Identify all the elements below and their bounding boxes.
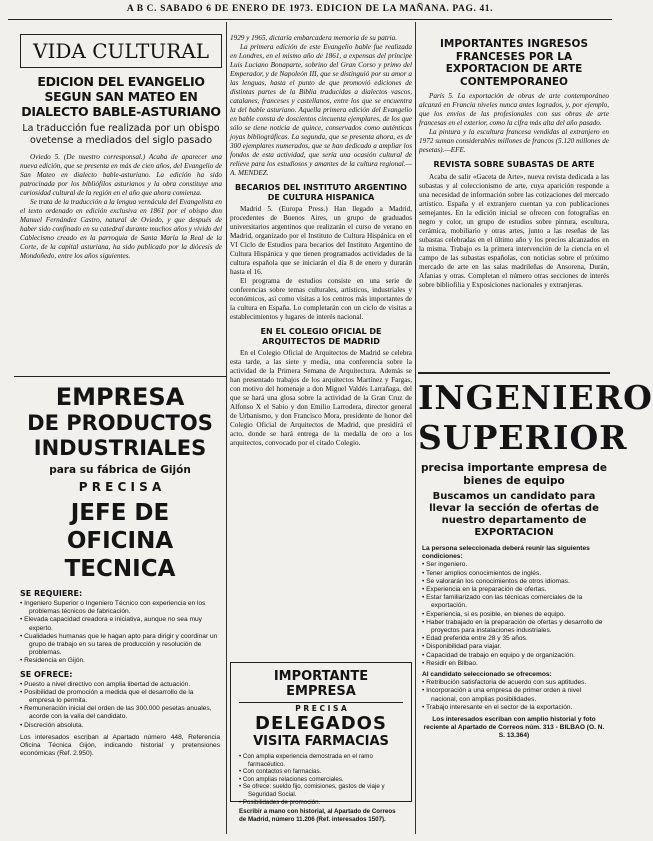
ad-title-line: SUPERIOR <box>418 418 628 457</box>
list-item: • Se valorarán los conocimientos de otros idiomas. <box>422 577 570 585</box>
list-item: • Elevada capacidad creadora e iniciativa, aunque no sea muy experto. <box>20 616 202 632</box>
job-ad-ingeniero-superior <box>418 372 653 824</box>
ad-offers-label: SE OFRECE: <box>20 669 73 679</box>
ad-title-line: INDUSTRIALES <box>33 436 207 460</box>
list-item: • Remuneración inicial del orden de las 300.000 pesetas anuales, acorde con la valía del candidato. <box>20 705 212 721</box>
ad-footer: Los interesados escriban al Apartado número 448, Referencia Oficina Técnica Gijón, indicando historial y pretensiones económicas (Ref. 2.950). <box>20 733 220 758</box>
column-one-article <box>20 34 222 370</box>
article-paragraph: París 5. La exportación de obras de arte contemporáneo alcanzó en Francia niveles nunca antes logrados, y, por ejemplo, que los envíos de las profesionales con sus obras de arte francesas en el exterior, como la cifra más alta del año pasado. <box>419 92 609 127</box>
ad-requirements-list <box>422 561 606 668</box>
ad-location-line: para su fábrica de Gijón <box>49 464 191 476</box>
article-subhead: La traducción fue realizada por un obispo ovetense a mediados del siglo pasado <box>22 123 220 146</box>
list-item: • Posibilidades de promoción. <box>239 798 321 806</box>
article-paragraph: Acaba de salir «Gaceta de Arte», nueva revista dedicada a las subastas y al coleccionismo de arte, cuya aparición responde a una necesidad de información sobre las cotizaciones del mercado artístico. España y el extranjero cuentan ya con publicaciones semejantes. En la edición inicial se ofrecen con fotografías en negro y color, un grupo de estudios sobre pintura, escultura, cerámica, mobiliario y otras artes, junto a las reseñas de las subastas celebradas en el último año y los precios alcanzados en la misma. Trabajo es la primera intervención de la ciencia en el campo de las subastas españolas, con noticias sobre el próximo mercado de arte en las salas madrileñas de Ansorena, Durán, Afanias y otras. Completan el número otras secciones de interés sobre bibliofilia y Exposiciones nacionales y extranjeras. <box>419 172 609 289</box>
article-paragraph: La pintura y la escultura francesa vendidas al extranjero en 1972 suman considerables millones de francos (5.120 millones de pesetas).—EFE. <box>419 128 609 154</box>
article-paragraph: Oviedo 5. (De nuestro corresponsal.) Acaba de aparecer una nueva edición, que se presenta en más de cien años, del Evangelio de San Mateo en dialecto bable-asturiano. La edición ha sido patrocinada por los bibliófilos asturianos y la obra constituye una curiosidad cultural de la región en el año que ahora comienza. <box>20 153 222 197</box>
list-item: • Tener amplios conocimientos de inglés. <box>422 569 542 577</box>
ad-footer: Los interesados escriban con amplio historial y foto reciente al Apartado de Correos núm. 313 - BILBAO (O. N. S. 13.364) <box>423 716 605 740</box>
column-two-articles <box>230 34 412 654</box>
article-paragraph: Se trata de la traducción a la lengua vernácula del Evangelista en el texto ordenado en edición exclusiva en 1861 por el obispo don Manuel Fernández Castro, natural de Oviedo, y que después de haber sido confinado en su catedral durante muchos años y vivido del Cablecismo creado en la parroquia de Santa María la Real de la Corte, de la capital asturiana, ha sido publicado por la diócesis de Mondoñedo, entre los años siguientes. <box>20 198 222 260</box>
ad-title: IMPORTANTE EMPRESA <box>239 669 403 703</box>
ad-offers-list <box>422 679 606 712</box>
article-headline: BECARIOS DEL INSTITUTO ARGENTINO DE CULTURA HISPANICA <box>235 183 407 202</box>
job-ad-jefe-oficina <box>14 376 226 821</box>
ad-role: VISITA FARMACIAS <box>253 734 389 749</box>
ad-precisa: P R E C I S A <box>295 704 347 713</box>
ad-subtitle: precisa importante empresa de bienes de equipo <box>421 462 607 487</box>
ad-position-line: JEFE DE OFICINA <box>66 500 174 554</box>
ad-position-line: TECNICA <box>64 556 176 582</box>
list-item: • Se ofrece: sueldo fijo, comisiones, gastos de viaje y Seguridad Social. <box>239 783 385 798</box>
job-ad-delegados <box>230 662 412 823</box>
ad-precisa: P R E C I S A <box>78 480 162 494</box>
ad-offers-list <box>20 681 220 730</box>
list-item: • Con contactos en farmacias. <box>239 768 322 776</box>
column-three-articles <box>419 34 609 364</box>
ad-title-line: EMPRESA <box>55 383 185 411</box>
list-item: • Residir en Bilbao. <box>422 659 478 667</box>
ad-requirements-list <box>20 600 220 666</box>
list-item: • Retribución satisfactoria de acuerdo con sus aptitudes. <box>422 679 587 687</box>
list-item: • Residencia en Gijón. <box>20 657 85 665</box>
list-item: • Cualidades humanas que le hagan apto para dirigir y coordinar un grupo de trabajo en su tarea de producción y resolución de problemas. <box>20 632 218 657</box>
column-divider-2 <box>415 22 416 834</box>
column-divider-1 <box>226 22 227 834</box>
list-item: • Experiencia, si es posible, en bienes de equipo. <box>422 610 566 618</box>
ad-requires-label: SE REQUIERE: <box>20 589 83 598</box>
ad-footer: Escribir a mano con historial, al Apartado de Correos de Madrid, número 11.206 (Ref. interesados 1507). <box>239 808 396 823</box>
list-item: • Haber trabajado en la preparación de ofertas y desarrollo de proyectos para instalaciones industriales. <box>422 618 603 635</box>
ad-role: DELEGADOS <box>255 713 387 734</box>
list-item: • Experiencia en la preparación de ofertas. <box>422 586 547 594</box>
list-item: • Ser ingeniero. <box>422 561 468 569</box>
section-title: VIDA CULTURAL <box>33 39 209 63</box>
ad-subtitle: Buscamos un candidato para llevar la sección de ofertas de nuestro departamento de EXPORTACION <box>429 491 599 538</box>
ad-intro: La persona seleccionada deberá reunir las siguientes condiciones: <box>422 545 590 561</box>
article-headline: EN EL COLEGIO OFICIAL DE ARQUITECTOS DE MADRID <box>260 327 382 346</box>
list-item: • Posibilidad de promoción a medida que el desarrollo de la empresa lo permita. <box>20 688 194 705</box>
list-item: • Capacidad de trabajo en equipo y de organización. <box>422 651 575 659</box>
section-title-box <box>20 34 222 68</box>
ad-items-list <box>239 753 403 806</box>
list-item: • Trabajo interesante en el sector de la exportación. <box>422 703 573 711</box>
list-item: • Disponibilidad para viajar. <box>422 643 502 651</box>
list-item: • Con amplias relaciones comerciales. <box>239 775 344 783</box>
article-headline: IMPORTANTES INGRESOS FRANCESES POR LA EXPORTACION DE ARTE CONTEMPORANEO <box>439 38 589 88</box>
running-head: A B C. SABADO 6 DE ENERO DE 1973. EDICION DE LA MAÑANA. PAG. 41. <box>126 4 494 14</box>
article-headline: REVISTA SOBRE SUBASTAS DE ARTE <box>433 160 595 169</box>
article-paragraph: 1929 y 1965, dictaría embarcadera memoria de su patria. <box>230 34 398 42</box>
article-paragraph: Madrid 5. (Europa Press.) Han llegado a Madrid, procedentes de Buenos Aires, un grupo de graduados universitarios argentinos que realizarán el curso de verano en Madrid, organizado por el Instituto de Cultura Hispánica en el VI Ciclo de Estudios para becarios del Instituto Argentino de Cultura Hispánica y que tienen programados actividades de la cultura española que se iniciarán el día 8 de enero y durarán hasta el 16. <box>230 205 412 276</box>
list-item: • Con amplia experiencia demostrada en el ramo farmacéutico. <box>239 753 373 768</box>
ad-title-line: INGENIERO <box>418 378 653 417</box>
list-item: • Estar familiarizado con las técnicas comerciales de la exportación. <box>422 594 583 610</box>
ad-title-line: DE PRODUCTOS <box>27 411 213 435</box>
article-headline: EDICION DEL EVANGELIO SEGUN SAN MATEO EN DIALECTO BABLE-ASTURIANO <box>21 74 221 119</box>
list-item: • Ingeniero Superior o Ingeniero Técnico con experiencia en los problemas técnicos de fabricación. <box>20 600 206 616</box>
article-paragraph: El programa de estudios consiste en una serie de conferencias sobre temas culturales, artísticos, industriales y económicos, así como visitas a los centros más importantes de la cultura en España. Lo completarán con un ciclo de visitas a establecimientos y lugares de interés nacional. <box>230 277 412 321</box>
ad-offer-intro: Al candidato seleccionado se ofrecemos: <box>422 671 552 679</box>
article-paragraph: La primera edición de este Evangelio bable fue realizada en Londres, en el mismo año de 1861, a expensas del príncipe Luis Luciano Bonaparte, sobrino del Gran Corso y primo del Emperador, y de Napoleón III, que se distinguió por su amor a las lenguas, hasta el punto de que promovió ediciones de distintas partes de la Biblia traducidas a dialectos vascos, catalanes, franceses y castellanos, entre los que se encuentra la del bable asturiano. Aquella primera edición del Evangelio en bable consta de doscientos cincuenta ejemplares, de los que sólo se tiene noticia de quince, conservados como auténticas joyas bibliográficas. La segunda, que se presenta ahora, es de 300 ejemplares numerados, que se han dedicado a ampliar los fondos de esta actividad, que sería una ocasión cultural de relieve para los estudiosos y amantes de la cultura regional.—A. MENDEZ. <box>230 43 412 177</box>
article-paragraph: En el Colegio Oficial de Arquitectos de Madrid se celebra esta tarde, a las siete y media, una conferencia sobre la actividad de la Primera Semana de Arquitectura. Además se han presentado trabajos de los arquitectos Martínez y Fargas, con motivo del homenaje a don Miguel Valdés Larrañaga, del que se hará una glosa sobre la actividad de la Gran Cruz de Alfonso X el Sabio y don Emilio Larrodera, director general de Urbanismo, y don Francisco Mora, presidente de honor del Colegio Oficial de Arquitectos de Madrid, que presidirá el acto, donde se hará entrega de la medalla de oro a los arquitectos, convocado por el citado Colegio. <box>230 349 412 447</box>
header-rule <box>8 19 612 20</box>
list-item: • Puesto a nivel directivo con amplia libertad de actuación. <box>20 680 191 688</box>
list-item: • Discreción absoluta. <box>20 721 84 729</box>
list-item: • Edad preferida entre 28 y 35 años. <box>422 635 528 643</box>
list-item: • Incorporación a una empresa de primer orden a nivel nacional, con amplias posibilidades. <box>422 687 582 703</box>
